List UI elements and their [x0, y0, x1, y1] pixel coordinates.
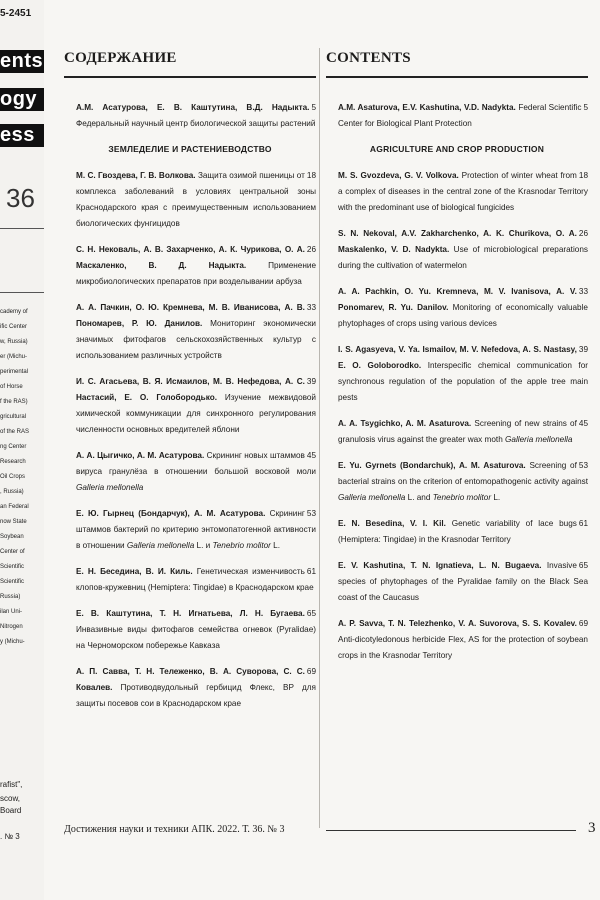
- section-heading: AGRICULTURE AND CROP PRODUCTION: [369, 144, 545, 154]
- footer-rule: [326, 830, 576, 831]
- toc-entry[interactable]: [64, 564, 316, 596]
- prev-bottom-text: Board: [0, 806, 22, 815]
- toc-entry[interactable]: [326, 226, 588, 274]
- entry-title: Use of microbiological preparations during the cultivation of watermelon: [338, 245, 588, 270]
- toc-entry[interactable]: [64, 168, 316, 232]
- entry-authors: А. П. Савва, Т. Н. Тележенко, В. А. Суворова, С. С. Ковалев.: [76, 667, 305, 692]
- prev-rule: [0, 228, 44, 229]
- journal-citation: Достижения науки и техники АПК. 2022. Т. 36. № 3: [64, 824, 285, 835]
- entry-title: Мониторинг экономически значимых фитофагов сельскохозяйственных культур с использованием различных устройств: [76, 319, 317, 360]
- toc-entry[interactable]: [64, 374, 316, 438]
- prev-affiliation-line: cademy of: [0, 309, 28, 315]
- prev-affiliation-line: an Federal: [0, 504, 29, 510]
- entry-title: Protection of winter wheat from a complex of diseases in the central zone of the Krasnodar Territory with the predominant use of biological fungicides: [338, 171, 588, 212]
- toc-entry[interactable]: [326, 458, 588, 506]
- entry-page: 53: [578, 461, 588, 470]
- entry-title: Применение микробиологических препаратов при возделывании арбуза: [76, 261, 317, 286]
- toc-entry[interactable]: [64, 242, 316, 290]
- entry-page: 65: [578, 561, 588, 570]
- entry-title: Genetic variability of lace bugs (Hemiptera: Tingidae) in the Krasnodar Territory: [338, 519, 577, 544]
- prev-affiliation-line: Oil Crops: [0, 474, 26, 480]
- entry-page: 65: [306, 609, 316, 618]
- entry-title: Скрининг штаммов бактерий по критерию энтомопатогенной активности в отношении Galleria mellonella L. и Tenebrio molitor L.: [76, 509, 316, 550]
- prev-title-word: ess: [0, 124, 44, 147]
- entry-page: 5: [311, 103, 316, 112]
- prev-affiliation-line: , Russia): [0, 489, 24, 495]
- entry-authors: A. A. Tsygichko, A. M. Asaturova.: [338, 419, 472, 428]
- entry-authors: Е. Ю. Гырнец (Бондарчук), А. М. Асатурова.: [76, 509, 266, 518]
- page-number: 3: [588, 820, 596, 836]
- russian-entries: [64, 168, 316, 712]
- entry-page: 45: [578, 419, 588, 428]
- entry-title: Interspecific chemical communication for synchronous regulation of the population of the apple tree main pests: [338, 361, 588, 402]
- prev-affiliation-line: er (Michu-: [0, 354, 28, 360]
- entry-page: 61: [306, 567, 316, 576]
- prev-affiliation-line: Russia): [0, 594, 21, 600]
- entry-page: 39: [578, 345, 588, 354]
- prev-affiliation-line: ilan Uni-: [0, 609, 23, 615]
- prev-rule: [0, 292, 44, 293]
- toc-entry[interactable]: [64, 606, 316, 654]
- entry-page: 26: [578, 229, 588, 238]
- prev-affiliation-line: Soybean: [0, 534, 24, 540]
- prev-issn: 5-2451: [0, 8, 32, 19]
- entry-page: 69: [306, 667, 316, 676]
- entry-authors: А.М. Асатурова, Е. В. Каштутина, В.Д. Надыкта.: [76, 103, 310, 112]
- entry-page: 26: [306, 245, 316, 254]
- prev-title-word: ogy: [0, 88, 44, 111]
- entry-authors: A. P. Savva, T. N. Telezhenko, V. A. Suvorova, S. S. Kovalev.: [338, 619, 577, 628]
- prev-title-word: ents: [0, 50, 44, 72]
- entry-authors: M. S. Gvozdeva, G. V. Volkova.: [338, 171, 459, 180]
- entry-page: 39: [306, 377, 316, 386]
- entry-page: 33: [578, 287, 588, 296]
- toc-entry[interactable]: [326, 284, 588, 332]
- prev-affiliations: [0, 305, 44, 650]
- entry-authors: A.M. Asaturova, E.V. Kashutina, V.D. Nadykta.: [338, 103, 516, 112]
- entry-title: Monitoring of economically valuable phytophages of crops using various devices: [338, 303, 588, 328]
- entry-title: Инвазивные виды фитофагов семейства огневок (Pyralidae) на Черноморском побережье Кавказа: [76, 625, 316, 650]
- entry-authors: С. Н. Нековаль, А. В. Захарченко, А. К. Чурикова, О. А. Маскаленко, В. Д. Надыкта.: [76, 245, 305, 270]
- entry-authors: A. A. Pachkin, O. Yu. Kremneva, M. V. Ivanisova, A. V. Ponomarev, R. Yu. Danilov.: [338, 287, 577, 312]
- toc-entry[interactable]: [326, 616, 588, 664]
- russian-heading: СОДЕРЖАНИЕ: [64, 50, 316, 78]
- toc-entry[interactable]: [326, 516, 588, 548]
- entry-page: 5: [583, 103, 588, 112]
- entry-authors: М. С. Гвоздева, Г. В. Волкова.: [76, 171, 196, 180]
- entry-title: Федеральный научный центр биологической защиты растений: [76, 119, 316, 128]
- entry-title: Screening of new strains of granulosis virus against the greater wax moth Galleria mellonella: [338, 419, 577, 444]
- entry-title: Скрининг новых штаммов вируса гранулёза в отношении большой восковой моли Galleria mellonella: [76, 451, 316, 492]
- entry-title: Защита озимой пшеницы от комплекса заболеваний в условиях центральной зоны Краснодарского края с преимущественным использованием биологических фунгицидов: [76, 171, 316, 228]
- toc-entry[interactable]: [326, 100, 588, 132]
- entry-authors: И. С. Агасьева, В. Я. Исмаилов, М. В. Нефедова, А. С. Настасий, Е. О. Голобородько.: [76, 377, 305, 402]
- entry-authors: E. N. Besedina, V. I. Kil.: [338, 519, 446, 528]
- prev-affiliation-line: ific Center: [0, 324, 28, 330]
- page-footer: [64, 820, 596, 840]
- entry-title: Генетическая изменчивость клопов-кружевниц (Hemiptera: Tingidae) в Краснодарском крае: [76, 567, 314, 592]
- entry-title: Invasive species of phytophages of the Pyralidae family on the Black Sea coast of the Caucasus: [338, 561, 588, 602]
- prev-affiliation-line: Scientific: [0, 564, 25, 570]
- entry-authors: А. А. Пачкин, О. Ю. Кремнева, М. В. Иванисова, А. В. Пономарев, Р. Ю. Данилов.: [76, 303, 305, 328]
- entry-page: 53: [306, 509, 316, 518]
- prev-affiliation-line: y (Michu-: [0, 639, 25, 645]
- entry-page: 18: [578, 171, 588, 180]
- entry-title: Противодвудольный гербицид Флекс, ВР для защиты посевов сои в Краснодарском крае: [76, 683, 316, 708]
- prev-bottom-text: rafist",: [0, 780, 23, 789]
- entry-title: Изучение межвидовой химической коммуникации для синхронного регулирования численности основных вредителей яблони: [76, 393, 317, 434]
- entry-authors: Е. Н. Беседина, В. И. Киль.: [76, 567, 193, 576]
- entry-page: 45: [306, 451, 316, 460]
- entry-title: Federal Scientific Center for Biological Plant Protection: [338, 103, 582, 128]
- entry-page: 69: [578, 619, 588, 628]
- contents-page: [44, 0, 600, 900]
- entry-authors: S. N. Nekoval, A.V. Zakharchenko, A. K. Churikova, O. A. Maskalenko, V. D. Nadykta.: [338, 229, 577, 254]
- entry-authors: I. S. Agasyeva, V. Ya. Ismailov, M. V. Nefedova, A. S. Nastasy, E. O. Goloborodko.: [338, 345, 577, 370]
- prev-affiliation-line: f the RAS): [0, 399, 28, 405]
- prev-affiliation-line: Scientific: [0, 579, 25, 585]
- entry-authors: E. Yu. Gyrnets (Bondarchuk), A. M. Asaturova.: [338, 461, 526, 470]
- entry-title: Anti-dicotyledonous herbicide Flex, AS for the protection of soybean crops in the Krasnodar Territory: [338, 635, 588, 660]
- russian-column: [64, 50, 316, 722]
- entry-authors: А. А. Цыгичко, А. М. Асатурова.: [76, 451, 205, 460]
- entry-page: 18: [306, 171, 316, 180]
- column-divider: [319, 48, 320, 828]
- prev-affiliation-line: w, Russia): [0, 339, 28, 345]
- toc-entry[interactable]: [64, 448, 316, 496]
- english-entries: [326, 168, 588, 664]
- prev-affiliation-line: perimental: [0, 369, 29, 375]
- toc-entry[interactable]: [64, 506, 316, 554]
- prev-affiliation-line: ng Center: [0, 444, 27, 450]
- entry-title: Screening of bacterial strains on the criterion of entomopathogenic activity against Galleria mellonella L. and Tenebrio molitor L.: [338, 461, 588, 502]
- toc-entry[interactable]: [326, 342, 588, 406]
- prev-affiliation-line: Research: [0, 459, 26, 465]
- prev-affiliation-line: of the RAS: [0, 429, 30, 435]
- toc-entry[interactable]: [326, 168, 588, 216]
- prev-bottom-text: scow,: [0, 794, 21, 803]
- toc-entry[interactable]: [326, 558, 588, 606]
- prev-volume: 36: [6, 183, 35, 213]
- prev-affiliation-line: of Horse: [0, 384, 23, 390]
- prev-affiliation-line: Center of: [0, 549, 25, 555]
- section-heading: ЗЕМЛЕДЕЛИЕ И РАСТЕНИЕВОДСТВО: [108, 144, 272, 154]
- prev-affiliation-line: now State: [0, 519, 27, 525]
- prev-affiliation-line: Nitrogen: [0, 624, 23, 630]
- entry-page: 33: [306, 303, 316, 312]
- prev-bottom-text: . № 3: [0, 832, 20, 841]
- previous-page-edge: [0, 0, 45, 900]
- entry-authors: Е. В. Каштутина, Т. Н. Игнатьева, Л. Н. Бугаева.: [76, 609, 305, 618]
- entry-authors: E. V. Kashutina, T. N. Ignatieva, L. N. Bugaeva.: [338, 561, 542, 570]
- toc-entry[interactable]: [326, 416, 588, 448]
- toc-entry[interactable]: [64, 100, 316, 132]
- toc-entry[interactable]: [64, 664, 316, 712]
- english-column: [326, 50, 588, 674]
- english-heading: CONTENTS: [326, 50, 588, 78]
- entry-page: 61: [578, 519, 588, 528]
- toc-entry[interactable]: [64, 300, 316, 364]
- prev-affiliation-line: gricultural: [0, 414, 27, 420]
